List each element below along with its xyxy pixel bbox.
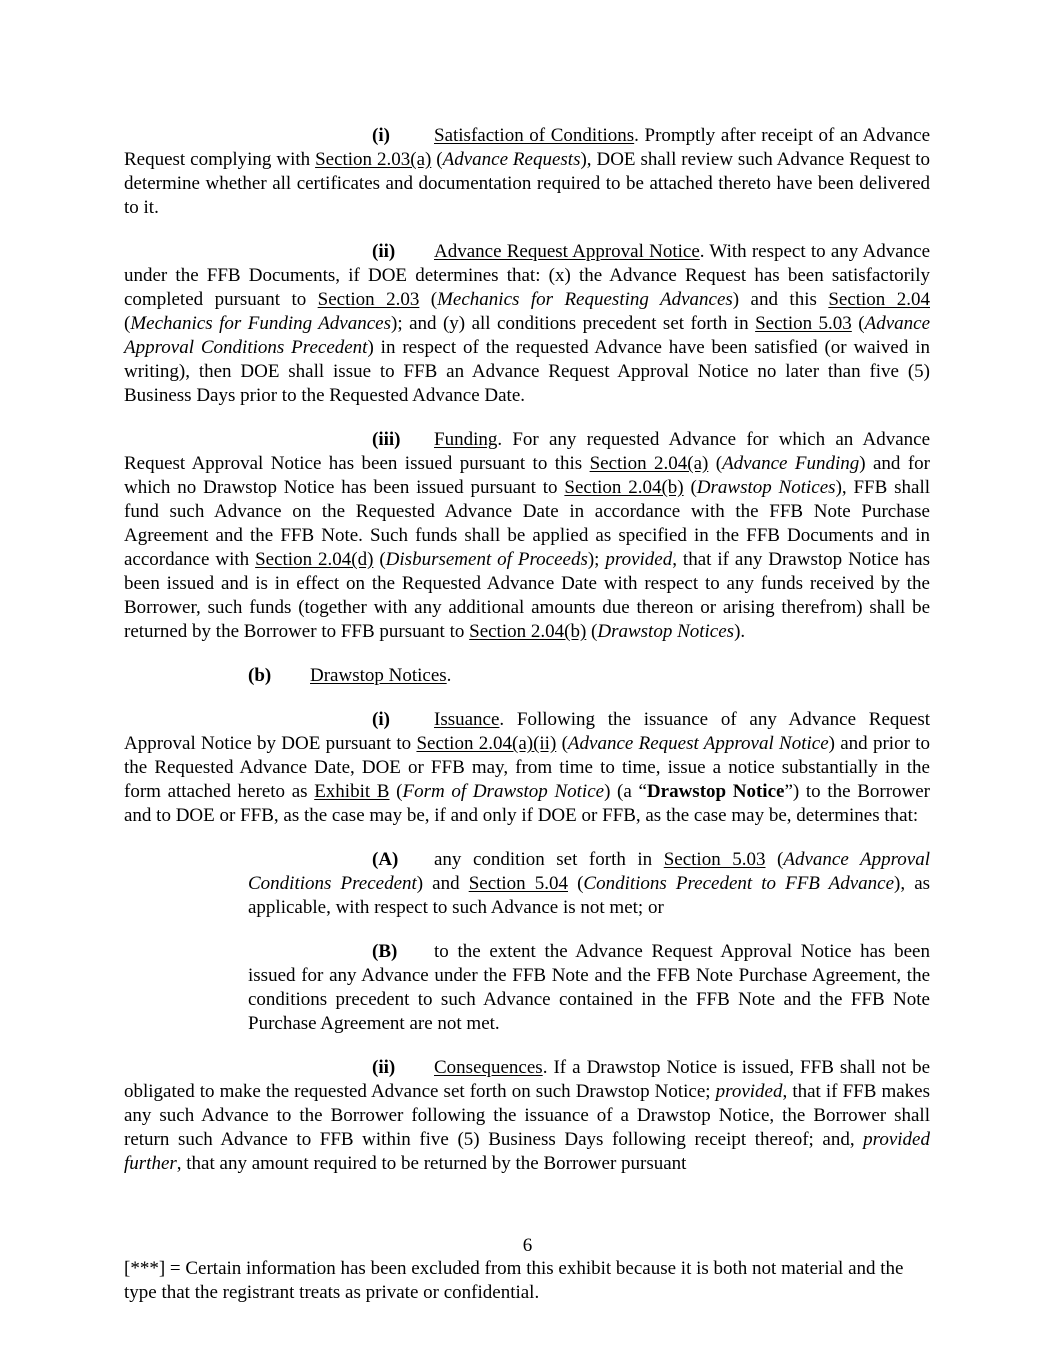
- paragraph-issuance: [124, 708, 930, 828]
- text: ) in respect of the requested Advance have been satisfied (or waived in writing), then DOE shall issue to FFB an Advance Request Approval Notice no later than five (5) Business Days prior to the Requested Advance Date.: [124, 337, 930, 406]
- clause-label: (ii): [372, 241, 396, 262]
- section-reference: Section 2.04(a): [589, 453, 709, 474]
- text: (: [568, 873, 584, 894]
- section-reference: Section 2.04(b): [564, 477, 684, 498]
- reference-title: Advance Requests: [442, 149, 581, 170]
- reference-title: Mechanics for Requesting Advances: [437, 289, 733, 310]
- reference-title: Advance Approval Conditions Precedent: [124, 313, 930, 358]
- clause-label: (ii): [372, 1057, 396, 1078]
- clause-heading: Satisfaction of Conditions: [434, 125, 635, 146]
- text: , that if any Drawstop Notice has been issued and is in effect on the Requested Advance Date with respect to any funds received by the Borrower, such funds (together with any additional amounts due thereon or arising therefrom) shall be returned by the Borrower to FFB pursuant to: [124, 549, 930, 642]
- text: ) and this: [732, 289, 829, 310]
- paragraph-condition-a: [248, 848, 930, 920]
- paragraph-satisfaction-of-conditions: [124, 124, 930, 220]
- text: (: [124, 313, 131, 334]
- text: ); and (y) all conditions precedent set forth in: [391, 313, 756, 334]
- text: ) and for which no Drawstop Notice has been issued pursuant to: [124, 453, 930, 498]
- text: ) and prior to the Requested Advance Date, DOE or FFB may, from time to time, issue a notice substantially in the form attached hereto as: [124, 733, 930, 802]
- reference-title: Mechanics for Funding Advances: [130, 313, 392, 334]
- clause-heading: Issuance: [434, 709, 500, 730]
- text: ), DOE shall review such Advance Request to determine whether all certificates and documentation required to be attached thereto have been delivered to it.: [124, 149, 931, 218]
- text: (: [683, 477, 697, 498]
- text: any condition set forth in: [434, 849, 664, 870]
- text: . Promptly after receipt of an Advance Request complying with: [124, 125, 930, 170]
- page-number: 6: [522, 1235, 533, 1256]
- clause-label: (A): [372, 849, 399, 870]
- paragraph-advance-request-approval-notice: [124, 240, 930, 408]
- section-reference: Section 2.04: [828, 289, 930, 310]
- emphasis: provided: [715, 1081, 783, 1102]
- text: (: [389, 781, 403, 802]
- text: .: [446, 665, 452, 686]
- text: (: [765, 849, 784, 870]
- text: . If a Drawstop Notice is issued, FFB shall not be obligated to make the requested Advance set forth on such Drawstop Notice;: [124, 1057, 930, 1102]
- text: (: [373, 549, 386, 570]
- text: , that any amount required to be returned by the Borrower pursuant: [176, 1153, 687, 1174]
- text: ) (a “: [604, 781, 647, 802]
- section-reference: Section 2.04(b): [469, 621, 587, 642]
- text: );: [587, 549, 606, 570]
- text: ), FFB shall fund such Advance on the Requested Advance Date in accordance with the FFB Note Purchase Agreement and the FFB Note. Such funds shall be applied as specified in the FFB Documents and in accordance with: [124, 477, 931, 570]
- reference-title: Disbursement of Proceeds: [385, 549, 588, 570]
- document-body: [124, 124, 930, 1196]
- text: . For any requested Advance for which an Advance Request Approval Notice has been issued pursuant to this: [124, 429, 930, 474]
- reference-title: Conditions Precedent to FFB Advance: [583, 873, 895, 894]
- section-reference: Section 2.03(a): [315, 149, 432, 170]
- defined-term: Drawstop Notice: [646, 781, 785, 802]
- text: (: [419, 289, 438, 310]
- clause-heading: Consequences: [434, 1057, 543, 1078]
- paragraph-drawstop-notices-heading: [124, 664, 930, 688]
- paragraph-funding: [124, 428, 930, 644]
- clause-label: (b): [248, 665, 272, 686]
- text: , that if FFB makes any such Advance to the Borrower following the issuance of a Drawstop Notice, the Borrower shall return such Advance to FFB within five (5) Business Days following receipt thereof; and,: [124, 1081, 930, 1150]
- reference-title: Advance Request Approval Notice: [567, 733, 829, 754]
- text: . With respect to any Advance under the FFB Documents, if DOE determines that: (x) the Advance Request has been satisfactorily completed pursuant to: [124, 241, 930, 310]
- text: ).: [734, 621, 746, 642]
- confidentiality-footnote: [***] = Certain information has been excluded from this exhibit because it is both not material and the type that the registrant treats as private or confidential.: [124, 1258, 904, 1303]
- reference-title: Form of Drawstop Notice: [402, 781, 605, 802]
- text: (: [851, 313, 865, 334]
- exhibit-reference: Exhibit B: [314, 781, 390, 802]
- text: (: [556, 733, 568, 754]
- text: (: [431, 149, 443, 170]
- clause-heading: Advance Request Approval Notice: [434, 241, 700, 262]
- clause-label: (B): [372, 941, 398, 962]
- reference-title: Drawstop Notices: [597, 621, 735, 642]
- text: to the extent the Advance Request Approval Notice has been issued for any Advance under the FFB Note and the FFB Note Purchase Agreement, the conditions precedent to such Advance contained in the FFB Note and the FFB Note Purchase Agreement are not met.: [248, 941, 930, 1034]
- emphasis: provided further: [124, 1129, 930, 1174]
- reference-title: Advance Funding: [722, 453, 860, 474]
- text: (: [586, 621, 598, 642]
- clause-label: (i): [372, 709, 390, 730]
- clause-label: (i): [372, 125, 390, 146]
- reference-title: Drawstop Notices: [696, 477, 836, 498]
- paragraph-consequences: [124, 1056, 930, 1176]
- text: . Following the issuance of any Advance Request Approval Notice by DOE pursuant to: [124, 709, 930, 754]
- text: ), as applicable, with respect to such Advance is not met; or: [248, 873, 931, 918]
- clause-label: (iii): [372, 429, 401, 450]
- section-reference: Section 5.03: [663, 849, 766, 870]
- section-reference: Section 5.03: [755, 313, 852, 334]
- reference-title: Advance Approval Conditions Precedent: [248, 849, 930, 894]
- clause-heading: Funding: [434, 429, 498, 450]
- section-reference: Section 5.04: [468, 873, 568, 894]
- text: ”) to the Borrower and to DOE or FFB, as the case may be, if and only if DOE or FFB, as the case may be, determines that:: [124, 781, 931, 826]
- text: (: [708, 453, 723, 474]
- paragraph-condition-b: [248, 940, 930, 1036]
- section-reference: Section 2.04(a)(ii): [416, 733, 557, 754]
- emphasis: provided: [605, 549, 673, 570]
- section-reference: Section 2.03: [317, 289, 420, 310]
- clause-heading: Drawstop Notices: [310, 665, 447, 686]
- text: ) and: [416, 873, 469, 894]
- section-reference: Section 2.04(d): [255, 549, 374, 570]
